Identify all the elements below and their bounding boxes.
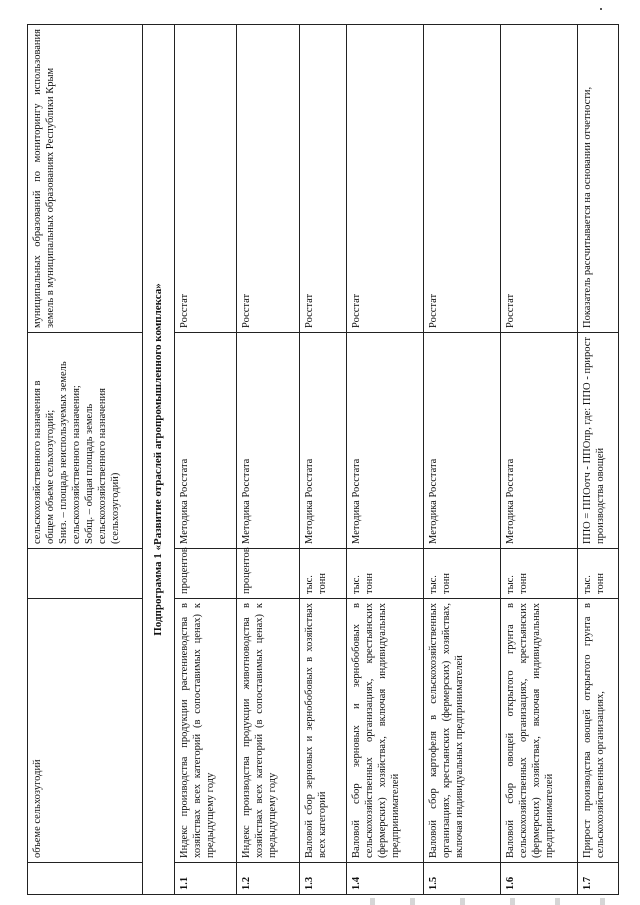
method-cell xyxy=(28,333,143,549)
row-number xyxy=(28,863,143,895)
rotated-page xyxy=(27,25,619,895)
table-row xyxy=(501,25,578,895)
table-row xyxy=(578,25,619,895)
indicator-name: Индекс производства продукции животноводства в хозяйствах всех категорий (в сопоставимых ценах) к предыдущему году xyxy=(237,599,299,863)
scan-dot xyxy=(600,8,602,10)
indicator-name: Прирост производства овощей открытого грунта в сельскохозяйственных организациях, xyxy=(578,599,619,863)
method-cell: Методика Росстата xyxy=(175,333,237,549)
method-line: общем объеме сельхозугодий; xyxy=(45,409,56,544)
method-cell: Методика Росстата xyxy=(501,333,578,549)
table-row xyxy=(347,25,424,895)
row-number: 1.4 xyxy=(347,863,424,895)
unit-cell: тыс. тонн xyxy=(347,549,424,599)
unit-cell: тыс. тонн xyxy=(424,549,501,599)
scan-artifacts xyxy=(350,893,640,905)
method-cell: Методика Росстата xyxy=(237,333,299,549)
table-row xyxy=(237,25,299,895)
row-number: 1.3 xyxy=(299,863,347,895)
table-row-intro xyxy=(28,25,143,895)
indicator-name: Валовой сбор зерновых и зернобобовых в хозяйствах всех категорий xyxy=(299,599,347,863)
unit-cell: процентов xyxy=(237,549,299,599)
row-number: 1.5 xyxy=(424,863,501,895)
indicator-name: Валовой сбор картофеля в сельскохозяйственных организациях, крестьянских (фермерских) хозяйствах, включая индивидуальных предпринимателей xyxy=(424,599,501,863)
source-cell: Росстат xyxy=(237,25,299,333)
method-line: сельскохозяйственного назначения в xyxy=(32,380,43,544)
row-number: 1.6 xyxy=(501,863,578,895)
table-row xyxy=(175,25,237,895)
source-cell: муниципальных образований по мониторингу использования земель в муниципальных образованиях Республики Крым xyxy=(28,25,143,333)
source-cell: Росстат xyxy=(299,25,347,333)
method-line: сельскохозяйственного назначения xyxy=(97,388,108,544)
method-cell: Методика Росстата xyxy=(347,333,424,549)
method-line: Sниз. – площадь неиспользуемых земель xyxy=(58,361,69,544)
indicator-name: Индекс производства продукции растениеводства в хозяйствах всех категорий (в сопоставимых ценах) к предыдущему году xyxy=(175,599,237,863)
method-cell: ППО = ППОотч - ППОпр, где: ППО - прирост производства овощей xyxy=(578,333,619,549)
method-line: Sобщ. – общая площадь земель xyxy=(84,403,95,544)
method-cell: Методика Росстата xyxy=(299,333,347,549)
method-line: сельскохозяйственного назначения; xyxy=(71,385,82,544)
unit-cell: тыс. тонн xyxy=(501,549,578,599)
source-cell: Росстат xyxy=(347,25,424,333)
indicator-name: Валовой сбор зерновых и зернобобовых в сельскохозяйственных организациях, крестьянских (фермерских) хозяйствах, включая индивидуальных предпринимателей xyxy=(347,599,424,863)
method-cell: Методика Росстата xyxy=(424,333,501,549)
unit-cell: тыс. тонн xyxy=(299,549,347,599)
row-number: 1.1 xyxy=(175,863,237,895)
section-title: Подпрограмма 1 «Развитие отраслей агропромышленного комплекса» xyxy=(143,25,175,895)
indicator-name: Валовой сбор овощей открытого грунта в сельскохозяйственных организациях, крестьянских (фермерских) хозяйствах, включая индивидуальных предпринимателей xyxy=(501,599,578,863)
source-cell: Росстат xyxy=(424,25,501,333)
section-row xyxy=(143,25,175,895)
row-number: 1.2 xyxy=(237,863,299,895)
method-line: (сельхозугодий) xyxy=(110,472,121,544)
source-cell: Росстат xyxy=(175,25,237,333)
indicator-name: объеме сельхозугодий xyxy=(28,599,143,863)
table-row xyxy=(299,25,347,895)
unit-cell: процентов xyxy=(175,549,237,599)
row-number: 1.7 xyxy=(578,863,619,895)
source-cell: Росстат xyxy=(501,25,578,333)
indicators-table xyxy=(27,24,619,895)
source-cell: Показатель рассчитывается на основании отчетности, xyxy=(578,25,619,333)
unit-cell xyxy=(28,549,143,599)
unit-cell: тыс. тонн xyxy=(578,549,619,599)
table-row xyxy=(424,25,501,895)
